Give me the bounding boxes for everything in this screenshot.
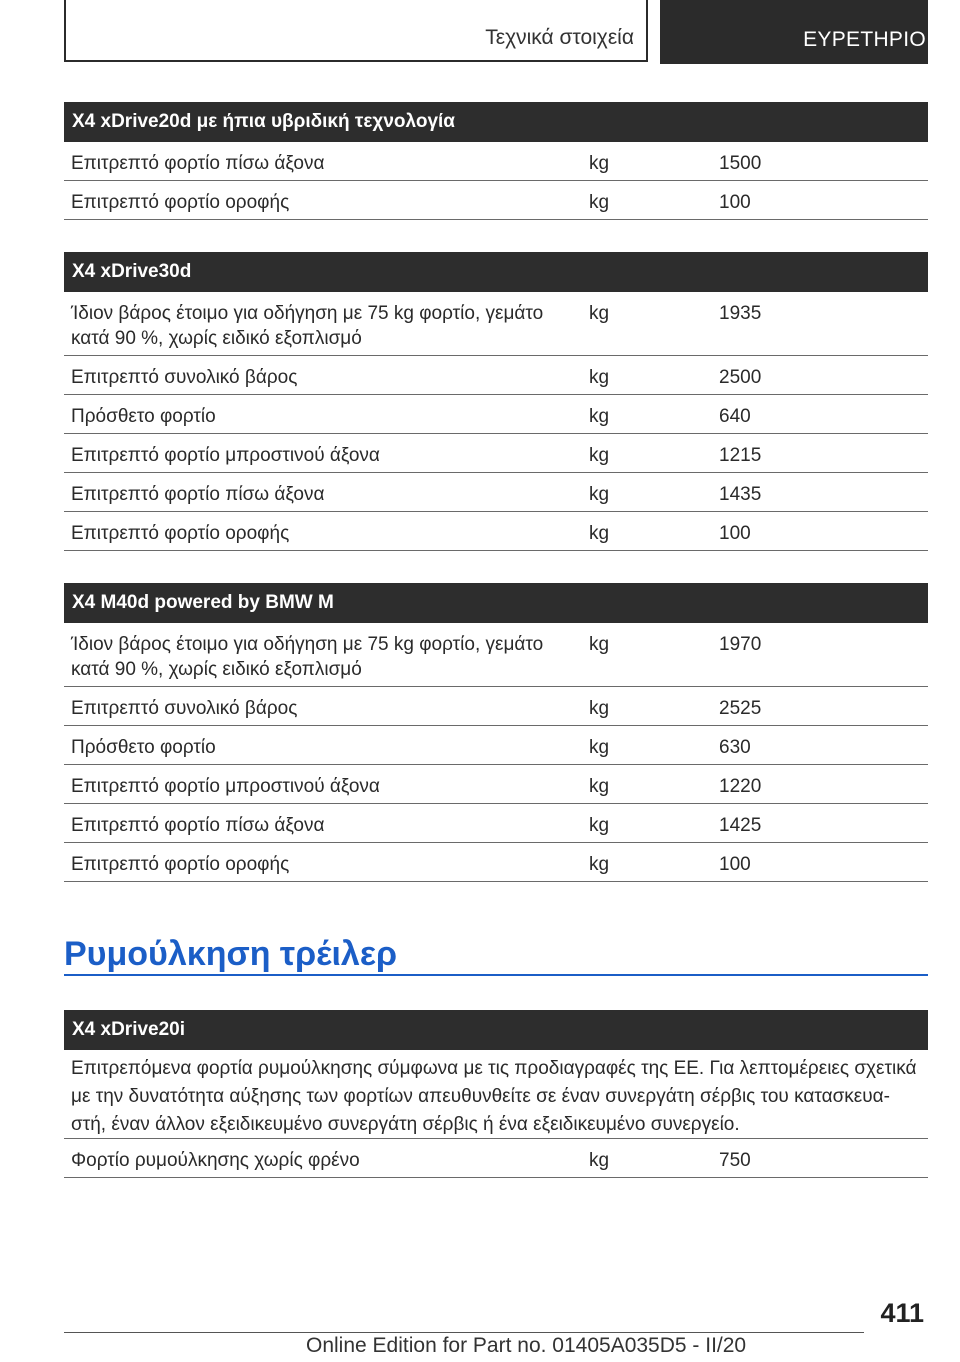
- spec-table-x4-xdrive30d: [64, 252, 928, 551]
- spec-table-x4-xdrive20d: [64, 102, 928, 220]
- tab-index[interactable]: [660, 0, 928, 64]
- table-title: X4 xDrive30d: [64, 252, 928, 292]
- row-label: Επιτρεπτό φορτίο πίσω άξονα: [71, 153, 325, 174]
- table-row: [64, 623, 928, 687]
- page-number: 411: [880, 1298, 924, 1328]
- row-unit: kg: [589, 776, 610, 797]
- row-value: 1220: [719, 776, 762, 797]
- row-label: Επιτρεπτό συνολικό βάρος: [71, 367, 298, 388]
- table-row: [64, 142, 928, 181]
- row-label: Επιτρεπτό συνολικό βάρος: [71, 698, 298, 719]
- row-label: Επιτρεπτό φορτίο οροφής: [71, 854, 290, 875]
- row-unit: kg: [589, 737, 610, 758]
- row-value: 1425: [719, 815, 762, 836]
- table-row: [64, 1139, 928, 1178]
- section-divider: [64, 974, 928, 976]
- row-label: Ίδιον βάρος έτοιμο για οδήγηση με 75 kg φορτίο, γεμάτο κατά 90 %, χωρίς ειδικό εξοπλισμό: [71, 634, 544, 680]
- row-unit: kg: [589, 192, 610, 213]
- row-unit: kg: [589, 634, 610, 655]
- row-unit: kg: [589, 153, 610, 174]
- table-row: [64, 765, 928, 804]
- table-row: [64, 473, 928, 512]
- table-row: [64, 726, 928, 765]
- table-row: [64, 687, 928, 726]
- tab-index-label: ΕΥΡΕΤΗΡΙΟ: [803, 28, 926, 51]
- row-label: Επιτρεπτό φορτίο πίσω άξονα: [71, 484, 325, 505]
- row-unit: kg: [589, 303, 610, 324]
- row-value: 1970: [719, 634, 762, 655]
- row-value: 1935: [719, 303, 762, 324]
- row-unit: kg: [589, 367, 610, 388]
- row-unit: kg: [589, 406, 610, 427]
- tab-technical-data[interactable]: [64, 0, 648, 62]
- row-unit: kg: [589, 1150, 610, 1171]
- row-label: Ίδιον βάρος έτοιμο για οδήγηση με 75 kg φορτίο, γεμάτο κατά 90 %, χωρίς ειδικό εξοπλισμό: [71, 303, 544, 349]
- row-label: Επιτρεπτό φορτίο μπροστινού άξονα: [71, 445, 380, 466]
- table-row: [64, 434, 928, 473]
- footer-divider: [64, 1332, 864, 1333]
- row-label: Πρόσθετο φορτίο: [71, 406, 216, 427]
- row-value: 630: [719, 737, 751, 758]
- row-value: 2500: [719, 367, 762, 388]
- tab-technical-data-label: Τεχνικά στοιχεία: [485, 26, 634, 49]
- table-note-row: [64, 1050, 928, 1139]
- row-label: Φορτίο ρυμούλκησης χωρίς φρένο: [71, 1150, 360, 1171]
- spec-table-x4-xdrive20i-towing: [64, 1010, 928, 1178]
- row-label: Επιτρεπτό φορτίο πίσω άξονα: [71, 815, 325, 836]
- table-title: X4 M40d powered by BMW M: [64, 583, 928, 623]
- row-value: 2525: [719, 698, 762, 719]
- row-unit: kg: [589, 484, 610, 505]
- row-value: 100: [719, 854, 751, 875]
- row-label: Πρόσθετο φορτίο: [71, 737, 216, 758]
- table-row: [64, 804, 928, 843]
- row-unit: kg: [589, 815, 610, 836]
- row-label: Επιτρεπτό φορτίο οροφής: [71, 192, 290, 213]
- table-row: [64, 181, 928, 220]
- row-value: 100: [719, 523, 751, 544]
- row-unit: kg: [589, 698, 610, 719]
- row-label: Επιτρεπτό φορτίο οροφής: [71, 523, 290, 544]
- row-unit: kg: [589, 523, 610, 544]
- table-row: [64, 512, 928, 551]
- row-value: 640: [719, 406, 751, 427]
- row-label: Επιτρεπτό φορτίο μπροστινού άξονα: [71, 776, 380, 797]
- row-value: 100: [719, 192, 751, 213]
- table-title: X4 xDrive20d με ήπια υβριδική τεχνολογία: [64, 102, 928, 142]
- row-value: 1215: [719, 445, 762, 466]
- row-value: 750: [719, 1150, 751, 1171]
- table-row: [64, 843, 928, 882]
- table-row: [64, 395, 928, 434]
- spec-table-x4-m40d: [64, 583, 928, 882]
- row-value: 1500: [719, 153, 762, 174]
- row-value: 1435: [719, 484, 762, 505]
- row-unit: kg: [589, 854, 610, 875]
- section-title-trailer-towing: Ρυμούλκηση τρέιλερ: [64, 935, 398, 973]
- table-row: [64, 356, 928, 395]
- table-row: [64, 292, 928, 356]
- header-tabs: [64, 0, 928, 64]
- row-unit: kg: [589, 445, 610, 466]
- towing-note: Επιτρεπόμενα φορτία ρυμούλκησης σύμφωνα με τις προδιαγραφές της ΕΕ. Για λεπτομέρειες σχετικά με την δυνατότητα αύξησης των φορτίων απευθυνθείτε σε έναν συνεργάτη σέρβις του κατασκευα- στή, έναν άλλον εξειδικευμένο συνεργάτη σέρβις ή ένα εξειδικευμένο συνεργείο.: [71, 1058, 917, 1135]
- table-title: X4 xDrive20i: [64, 1010, 928, 1050]
- footer-edition: Online Edition for Part no. 01405A035D5 - II/20: [306, 1334, 747, 1357]
